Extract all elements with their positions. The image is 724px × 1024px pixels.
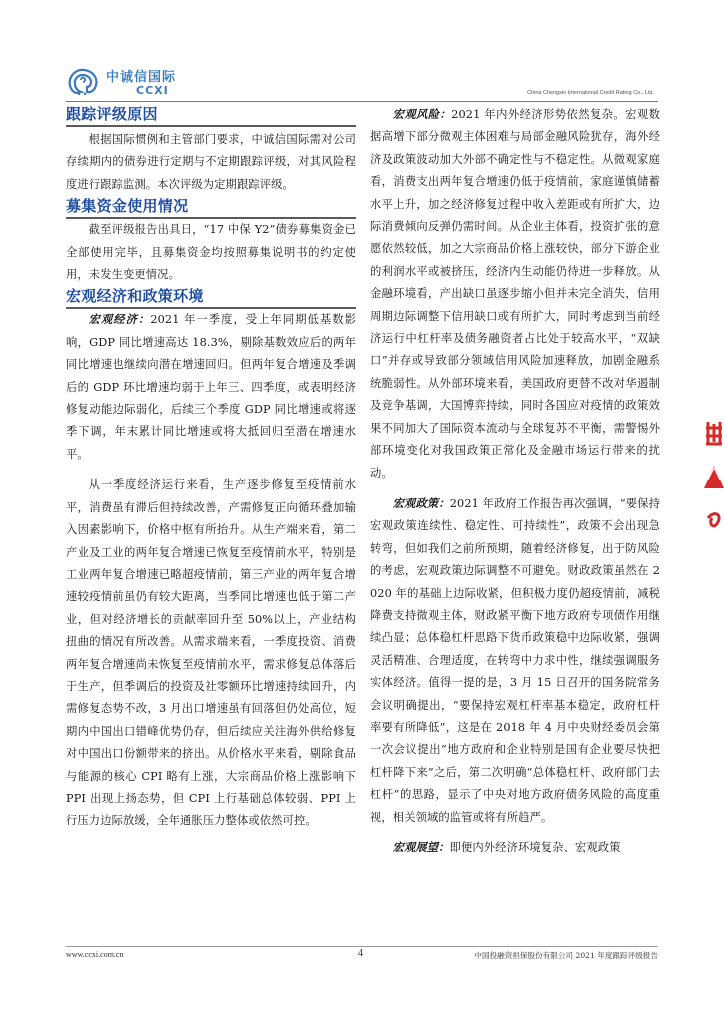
heading-underline <box>66 125 356 127</box>
paragraph-q1-economy: 从一季度经济运行来看，生产逐步修复至疫情前水平，消费虽有滞后但持续改善，产需修复正向循环叠加输入因素影响下，价格中枢有所抬升。从生产端来看，第二产业及工业的两年复合增速已恢复至疫情前水平，特别是工业两年复合增速已略超疫情前，第三产业的两年复合增速较疫情前虽仍有较大距离，当季同比增速也低于第二产业，但对经济增长的贡献率回升至 50%以上，产业结构扭曲的情况有所改善。从需求端来看，一季度投资、消费两年复合增速尚未恢复至疫情前水平，需求修复总体落后于生产，但季调后的投资及社零额环比增速持续回升，内需修复态势不改，3 月出口增速虽有回落但仍处高位，短期内中国出口错峰优势仍存，但后续应关注海外供给修复对中国出口份额带来的挤出。从价格水平来看，剔除食品与能源的核心 CPI 略有上涨，大宗商品价格上涨影响下 PPI 出现上扬态势，但 CPI 上行基础总体较弱、PPI 上行压力边际放缓，全年通胀压力整体或依然可控。 <box>66 478 356 828</box>
section-heading-rating-reason: 跟踪评级原因 <box>66 105 158 123</box>
company-logo <box>66 64 246 100</box>
paragraph-macro-risk <box>370 104 660 485</box>
paragraph-body: 2021 年政府工作报告再次强调，“要保持宏观政策连续性、稳定性、可持续性”，政策不会出现急转弯，但如我们之前所预期，随着经济修复，出于防风险的考虑，宏观政策边际调整不可避免。财政政策虽然在 2020 年的基础上边际收紧，但积极力度仍超疫情前，减税降费支持微观主体，财政紧平衡下地方政府专项债作用继续凸显；总体稳杠杆思路下货币政策稳中边际收紧，强调灵活精准、合理适度，在转弯中力求中性，继续强调服务实体经济。值得一提的是，3 月 15 日召开的国务院常务会议明确提出，“要保持宏观杠杆率基本稳定，政府杠杆率要有所降低”，这是在 2018 年 4 月中央财经委员会第一次会议提出“地方政府和企业特别是国有企业要尽快把杠杆降下来”之后，第二次明确“总体稳杠杆、政府部门去杠杆”的思路，显示了中央对地方政府债务风险的高度重视，相关领域的监管或将有所趋严。 <box>370 496 660 824</box>
footer-divider <box>66 946 658 947</box>
paragraph-body: 2021 年内外经济形势依然复杂。宏观数据高增下部分微观主体困难与局部金融风险犹存，海外经济及政策波动加大外部不确定性与不稳定性。从微观家庭看，消费支出两年复合增速仍低于疫情前，家庭谨慎储蓄水平上升，加之经济修复过程中收入差距或有所扩大，边际消费倾向反弹仍需时间。从企业主体看，投资扩张的意愿依然较低，加之大宗商品价格上涨较快，部分下游企业的利润水平或被挤压，经济内生动能仍待进一步释放。从金融环境看，产出缺口虽逐步缩小但并未完全消失，信用周期边际调整下信用缺口或有所扩大，同时考虑到当前经济运行中杠杆率及债务融资者占比处于较高水平，“双缺口”并存或导致部分领域信用风险加速释放，加剧金融系统脆弱性。从外部环境来看，美国政府更替不改对华遏制及竞争基调，大国博弈持续，同时各国应对疫情的政策效果不同加大了国际资本流动与全球复苏不平衡，需警惕外部环境变化对我国政策正常化及金融市场运行带来的扰动。 <box>370 108 660 480</box>
elephant-logo-icon <box>66 66 100 96</box>
paragraph-lead-label: 宏观政策： <box>392 496 450 510</box>
footer-website-link[interactable]: www.ccxi.com.cn <box>66 950 124 959</box>
paragraph-macro-policy <box>370 493 660 829</box>
header-divider <box>66 101 658 102</box>
section-heading-macro-environment: 宏观经济和政策环境 <box>66 287 204 306</box>
footer-document-title: 中国投融资担保股份有限公司 2021 年度跟踪评级报告 <box>474 951 658 960</box>
paragraph-lead-label: 宏观展望： <box>392 841 450 854</box>
logo-english-name: CCXI <box>136 84 169 97</box>
right-column <box>370 104 660 859</box>
paragraph-body: 2021 年一季度，受上年同期低基数影响，GDP 同比增速高达 18.3%，剔除基数效应后的两年同比增速也继续向潜在增速回归。但两年复合增速及季调后的 GDP 环比增速均弱于上年三、四季度，或表明经济修复动能边际弱化，后续三个季度 GDP 同比增速或将逐季下调，年末累计同比增速或将大抵回归至潜在增速水平。 <box>66 313 356 461</box>
paragraph-rating-reason: 根据国际惯例和主管部门要求，中诚信国际需对公司存续期内的债券进行定期与不定期跟踪评级，对其风险程度进行跟踪监测。本次评级为定期跟踪评级。 <box>66 133 356 191</box>
paragraph-lead-label: 宏观经济： <box>88 313 151 327</box>
page-number: 4 <box>358 948 363 959</box>
paragraph-lead-label: 宏观风险： <box>392 108 452 121</box>
left-column <box>66 104 356 833</box>
section-heading-fund-usage: 募集资金使用情况 <box>66 197 189 216</box>
paragraph-fund-usage: 截至评级报告出具日，“17 中保 Y2”债券募集资金已全部使用完毕，且募集资金均按照募集说明书的约定使用，未发生变更情况。 <box>66 223 356 282</box>
company-english-name: China Chengxin International Credit Rating Co., Ltd. <box>527 90 654 96</box>
page-header <box>66 64 658 104</box>
paragraph-macro-outlook <box>370 837 660 859</box>
logo-chinese-name: 中诚信国际 <box>106 70 177 85</box>
paragraph-macro-economy <box>66 309 356 466</box>
red-seal-stamp-icon <box>700 418 724 538</box>
paragraph-body: 即便内外经济环境复杂、宏观政策 <box>449 841 621 854</box>
